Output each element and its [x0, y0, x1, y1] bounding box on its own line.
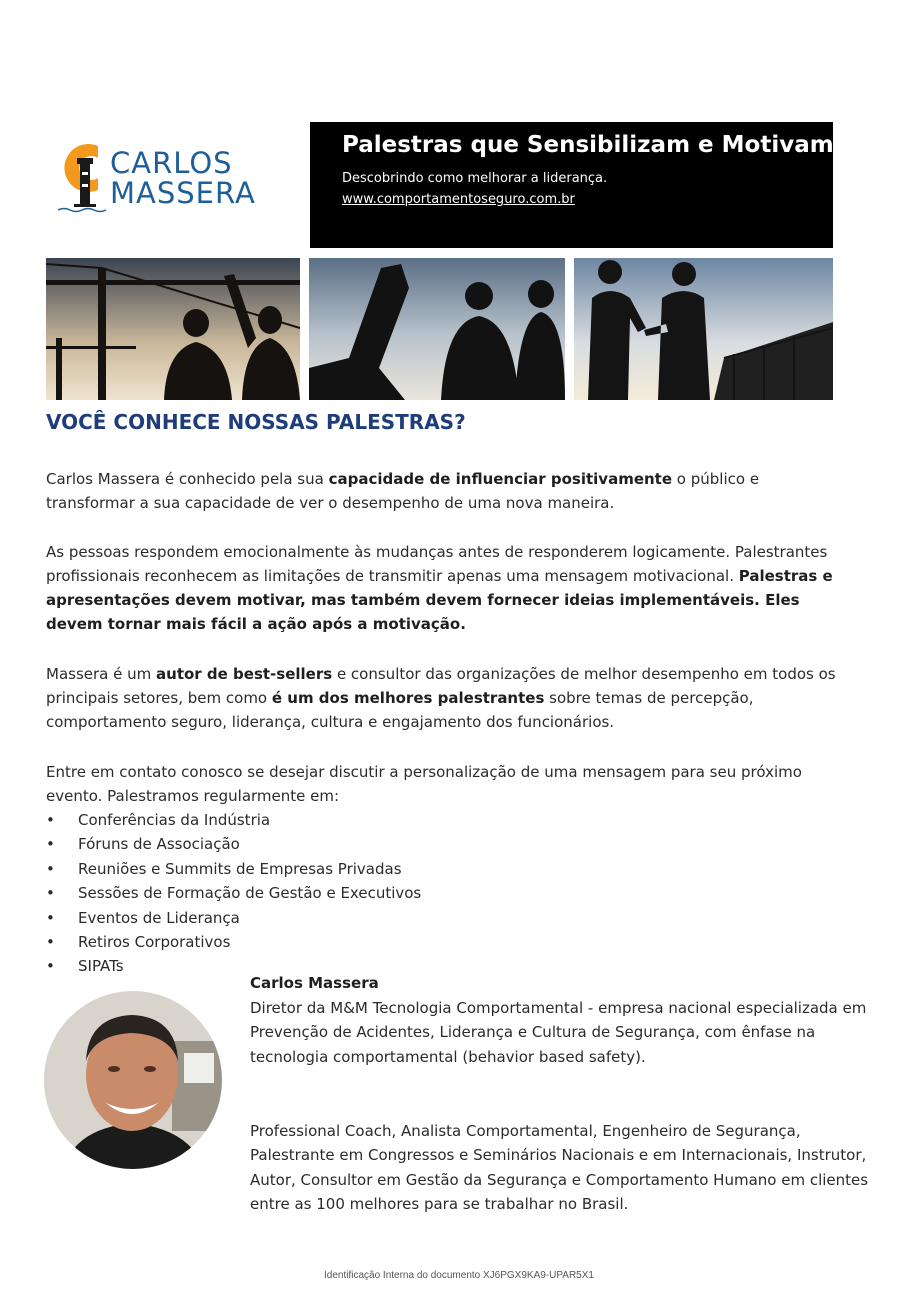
paragraph-2: [46, 540, 836, 636]
list-item: • SIPATs: [46, 954, 421, 978]
p3-text-a: Massera é um: [46, 665, 157, 683]
avatar: [44, 991, 222, 1169]
p3-bold-2: é um dos melhores palestrantes: [271, 689, 545, 707]
section-heading: VOCÊ CONHECE NOSSAS PALESTRAS?: [46, 410, 466, 434]
excavator-workers-photo: [309, 258, 565, 400]
p3-text-c: e consultor das organizações de melhor desempenho em todos os principais setores, bem como: [46, 665, 836, 707]
p2-text-a: As pessoas respondem emocionalmente às mudanças antes de responderem logicamente. Palestrantes profissionais reconhecem as limitações de transmitir apenas uma mensagem motivacional.: [46, 543, 828, 585]
banner-title: Palestras que Sensibilizam e Motivam: [342, 132, 834, 158]
p1-text-c: o público e transformar a sua capacidade de ver o desempenho de uma nova maneira.: [46, 470, 760, 512]
event-list: [46, 808, 421, 979]
list-item: • Reuniões e Summits de Empresas Privadas: [46, 857, 421, 881]
p1-bold: capacidade de influenciar positivamente: [328, 470, 673, 488]
p1-text-a: Carlos Massera é conhecido pela sua: [46, 470, 329, 488]
list-item: • Conferências da Indústria: [46, 808, 421, 832]
website-link[interactable]: www.comportamentoseguro.com.br: [342, 192, 575, 207]
p3-text-e: sobre temas de percepção, comportamento seguro, liderança, cultura e engajamento dos funcionários.: [46, 689, 754, 731]
handshake-photo: [574, 258, 833, 400]
banner-subtitle: Descobrindo como melhorar a liderança.: [342, 171, 608, 186]
logo: [54, 132, 284, 218]
p3-bold-1: autor de best-sellers: [156, 665, 333, 683]
paragraph-1: [46, 467, 836, 515]
paragraph-4: Entre em contato conosco se desejar discutir a personalização de uma mensagem para seu próximo evento. Palestramos regularmente em:: [46, 763, 802, 805]
lighthouse-logo-icon: [58, 138, 114, 216]
logo-text-line1: CARLOS: [110, 146, 233, 180]
list-item: • Fóruns de Associação: [46, 832, 421, 856]
bio-name: Carlos Massera: [250, 974, 379, 992]
construction-cranes-photo: [46, 258, 300, 400]
bio-text-1: Diretor da M&M Tecnologia Comportamental - empresa nacional especializada em Prevenção de Acidentes, Liderança e Cultura de Segurança, com ênfase na tecnologia comportamental (behavior based safety).: [250, 999, 867, 1066]
logo-text-line2: MASSERA: [110, 176, 256, 210]
bio-text-2: Professional Coach, Analista Comportamental, Engenheiro de Segurança, Palestrante em Congressos e Seminários Nacionais e em Internacionais, Instrutor, Autor, Consultor em Gestão da Segurança e Comportamento Humano em clientes entre as 100 melhores para se trabalhar no Brasil.: [250, 1122, 869, 1214]
document-id-footer: Identificação Interna do documento XJ6PGX9KA9-UPAR5X1: [324, 1270, 594, 1281]
paragraph-3: [46, 662, 836, 734]
list-item: • Sessões de Formação de Gestão e Executivos: [46, 881, 421, 905]
list-item: • Retiros Corporativos: [46, 930, 421, 954]
list-item: • Eventos de Liderança: [46, 906, 421, 930]
p2-bold: Palestras e apresentações devem motivar, mas também devem fornecer ideias implementáveis. Eles devem tornar mais fácil a ação após a motivação.: [46, 567, 833, 633]
header-banner: [310, 122, 833, 248]
